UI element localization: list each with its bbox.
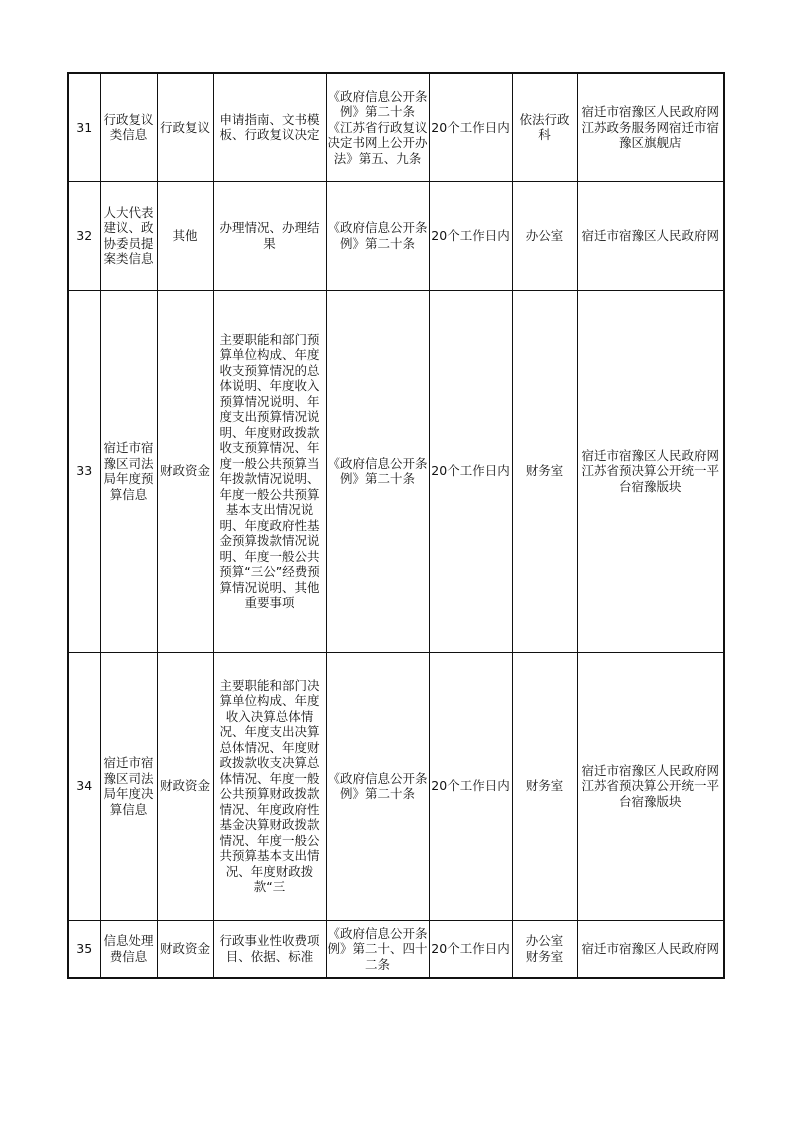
table-row <box>68 181 724 290</box>
info-content: 主要职能和部门预算单位构成、年度收支预算情况的总体说明、年度收入预算情况说明、年度支出预算情况说明、年度财政拨款收支预算情况、年度一般公共预算当年拨款情况说明、年度一般公共预算基本支出情况说明、年度政府性基金预算拨款情况说明、年度一般公共预算“三公”经费预算情况说明、其他重要事项 <box>213 290 326 652</box>
info-name: 行政复议类信息 <box>100 73 157 181</box>
row-number: 35 <box>68 920 100 978</box>
info-content: 申请指南、文书模板、行政复议决定 <box>213 73 326 181</box>
legal-basis: 《政府信息公开条例》第二十条 <box>326 290 429 652</box>
row-number: 34 <box>68 652 100 920</box>
publish-channel: 宿迁市宿豫区人民政府网 <box>577 181 724 290</box>
time-limit: 20个工作日内 <box>429 181 512 290</box>
legal-basis: 《政府信息公开条例》第二十条 <box>326 181 429 290</box>
info-name: 信息处理费信息 <box>100 920 157 978</box>
legal-basis: 《政府信息公开条例》第二十、四十二条 <box>326 920 429 978</box>
table-row <box>68 73 724 181</box>
row-number: 32 <box>68 181 100 290</box>
row-number: 33 <box>68 290 100 652</box>
legal-basis: 《政府信息公开条例》第二十条 《江苏省行政复议决定书网上公开办法》第五、九条 <box>326 73 429 181</box>
time-limit: 20个工作日内 <box>429 920 512 978</box>
info-category: 财政资金 <box>157 290 213 652</box>
info-content: 办理情况、办理结果 <box>213 181 326 290</box>
time-limit: 20个工作日内 <box>429 73 512 181</box>
table-row <box>68 920 724 978</box>
info-category: 行政复议 <box>157 73 213 181</box>
disclosure-table <box>67 72 725 979</box>
publish-channel: 宿迁市宿豫区人民政府网 江苏政务服务网宿迁市宿豫区旗舰店 <box>577 73 724 181</box>
time-limit: 20个工作日内 <box>429 652 512 920</box>
info-category: 财政资金 <box>157 652 213 920</box>
responsible-dept: 财务室 <box>512 290 577 652</box>
publish-channel: 宿迁市宿豫区人民政府网 江苏省预决算公开统一平台宿豫版块 <box>577 290 724 652</box>
responsible-dept: 财务室 <box>512 652 577 920</box>
info-category: 财政资金 <box>157 920 213 978</box>
publish-channel: 宿迁市宿豫区人民政府网 江苏省预决算公开统一平台宿豫版块 <box>577 652 724 920</box>
info-name: 人大代表建议、政协委员提案类信息 <box>100 181 157 290</box>
responsible-dept: 依法行政科 <box>512 73 577 181</box>
time-limit: 20个工作日内 <box>429 290 512 652</box>
info-category: 其他 <box>157 181 213 290</box>
legal-basis: 《政府信息公开条例》第二十条 <box>326 652 429 920</box>
info-name: 宿迁市宿豫区司法局年度预算信息 <box>100 290 157 652</box>
row-number: 31 <box>68 73 100 181</box>
table-row <box>68 290 724 652</box>
info-name: 宿迁市宿豫区司法局年度决算信息 <box>100 652 157 920</box>
publish-channel: 宿迁市宿豫区人民政府网 <box>577 920 724 978</box>
responsible-dept: 办公室 <box>512 181 577 290</box>
table-row <box>68 652 724 920</box>
info-content: 行政事业性收费项目、依据、标准 <box>213 920 326 978</box>
info-content: 主要职能和部门决算单位构成、年度收入决算总体情况、年度支出决算总体情况、年度财政拨款收支决算总体情况、年度一般公共预算财政拨款情况、年度政府性基金决算财政拨款情况、年度一般公共预算基本支出情况、年度财政拨款“三 <box>213 652 326 920</box>
responsible-dept: 办公室 财务室 <box>512 920 577 978</box>
